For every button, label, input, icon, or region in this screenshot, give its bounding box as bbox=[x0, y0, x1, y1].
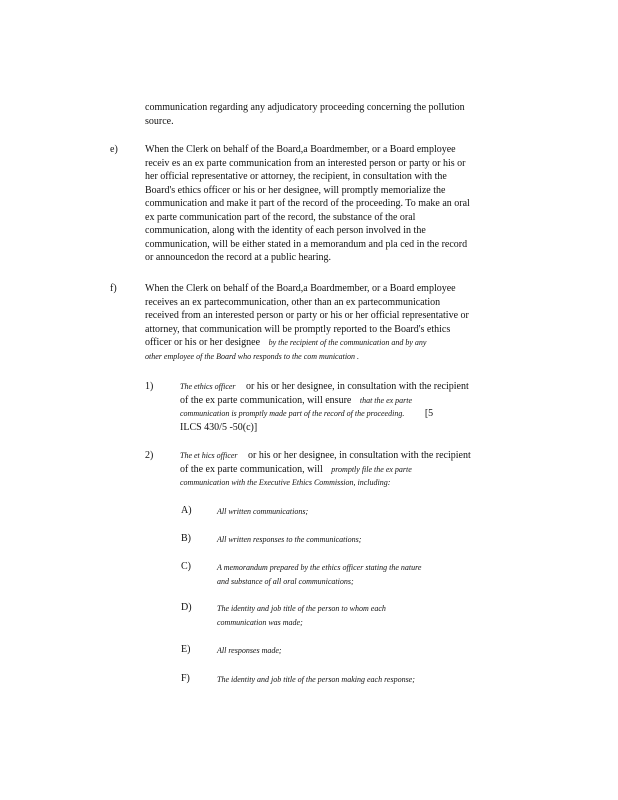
text-line: All written communications; bbox=[217, 507, 309, 516]
text-line: communication, along with the identity of each person involved in the bbox=[145, 225, 426, 236]
text-line: ex parte communication part of the record, the substance of the oral bbox=[145, 211, 416, 223]
subitem-text-e bbox=[217, 644, 282, 658]
text-line bbox=[180, 449, 540, 463]
text-line: When the Clerk on behalf of the Board,a Boardmember, or a Board employee bbox=[145, 144, 456, 155]
item-label-1: 1) bbox=[145, 381, 154, 392]
text-line bbox=[180, 463, 540, 477]
subitem-label-c: C) bbox=[181, 561, 191, 572]
text-line: Board's ethics officer or his or her designee, will promptly memorialize the bbox=[145, 184, 446, 196]
text-line: communication regarding any adjudicatory proceeding concerning the pollution bbox=[145, 102, 465, 113]
text-line: and substance of all oral communications; bbox=[217, 576, 354, 586]
text-line: her official representative or attorney, the recipient, in consultation with the bbox=[145, 171, 447, 182]
text-segment: officer or his or her designee bbox=[145, 337, 261, 348]
text-line: All written responses to the communications; bbox=[217, 535, 362, 544]
text-line: source. bbox=[145, 115, 174, 127]
subitem-label-a: A) bbox=[181, 505, 192, 516]
text-line: received from an interested person or party or his or her official representative or bbox=[145, 310, 469, 321]
section-label-e: e) bbox=[110, 144, 118, 155]
italic-segment: The et hics officer bbox=[180, 451, 238, 460]
text-line: A memorandum prepared by the ethics officer stating the nature bbox=[217, 563, 422, 572]
text-segment: or his or her designee, in consultation with the recipient bbox=[246, 381, 469, 392]
subitem-label-d: D) bbox=[181, 602, 192, 613]
text-line bbox=[180, 407, 540, 421]
intro-paragraph bbox=[145, 101, 527, 128]
section-label-f: f) bbox=[110, 283, 117, 294]
item-1-paragraph bbox=[180, 380, 540, 434]
text-line: receiv es an ex parte communication from an interested person or party or his or bbox=[145, 157, 466, 169]
section-e-paragraph bbox=[145, 143, 540, 265]
text-line: The identity and job title of the person making each response; bbox=[217, 675, 415, 684]
text-line: communication, will be either stated in a memorandum and pla ced in the record bbox=[145, 238, 468, 250]
text-line: When the Clerk on behalf of the Board,a Boardmember, or a Board employee bbox=[145, 283, 456, 294]
subitem-text-d bbox=[217, 602, 386, 629]
subitem-text-a bbox=[217, 505, 308, 519]
text-segment: or his or her designee, in consultation with the recipient bbox=[248, 450, 471, 461]
text-line: attorney, that communication will be promptly reported to the Board's ethics bbox=[145, 323, 451, 335]
text-line: communication was made; bbox=[217, 617, 303, 627]
subitem-text-b bbox=[217, 533, 361, 547]
item-label-2: 2) bbox=[145, 450, 154, 461]
subitem-text-f bbox=[217, 673, 415, 687]
text-line: ILCS 430/5 -50(c)] bbox=[180, 421, 258, 433]
italic-segment: communication is promptly made part of the record of the proceeding. bbox=[180, 409, 405, 418]
text-segment: of the ex parte communication, will ensure bbox=[180, 394, 352, 406]
italic-segment: The ethics officer bbox=[180, 382, 236, 391]
subitem-text-c bbox=[217, 561, 421, 588]
italic-segment: by the recipient of the communication and by any bbox=[268, 338, 427, 347]
italic-segment: that the ex parte bbox=[359, 395, 413, 405]
subitem-label-e: E) bbox=[181, 644, 191, 655]
subitem-label-b: B) bbox=[181, 533, 191, 544]
text-line bbox=[180, 394, 540, 408]
text-line: All responses made; bbox=[217, 646, 282, 655]
text-line bbox=[180, 380, 540, 394]
italic-segment: promptly file the ex parte bbox=[331, 464, 412, 474]
text-segment: of the ex parte communication, will bbox=[180, 463, 323, 475]
text-line: receives an ex partecommunication, other than an ex partecommunication bbox=[145, 296, 441, 308]
text-line bbox=[145, 336, 540, 350]
text-line: The identity and job title of the person to whom each bbox=[217, 604, 386, 613]
text-segment: [5 bbox=[424, 408, 434, 419]
text-line: communication and make it part of the record of the proceeding. To make an oral bbox=[145, 198, 470, 209]
subitem-label-f: F) bbox=[181, 673, 190, 684]
italic-line: other employee of the Board who responds to the com munication . bbox=[145, 351, 360, 361]
section-f-paragraph bbox=[145, 282, 540, 363]
italic-line: communication with the Executive Ethics Commission, including: bbox=[180, 478, 391, 487]
item-2-paragraph bbox=[180, 449, 540, 490]
text-line: or announcedon the record at a public hearing. bbox=[145, 252, 332, 263]
